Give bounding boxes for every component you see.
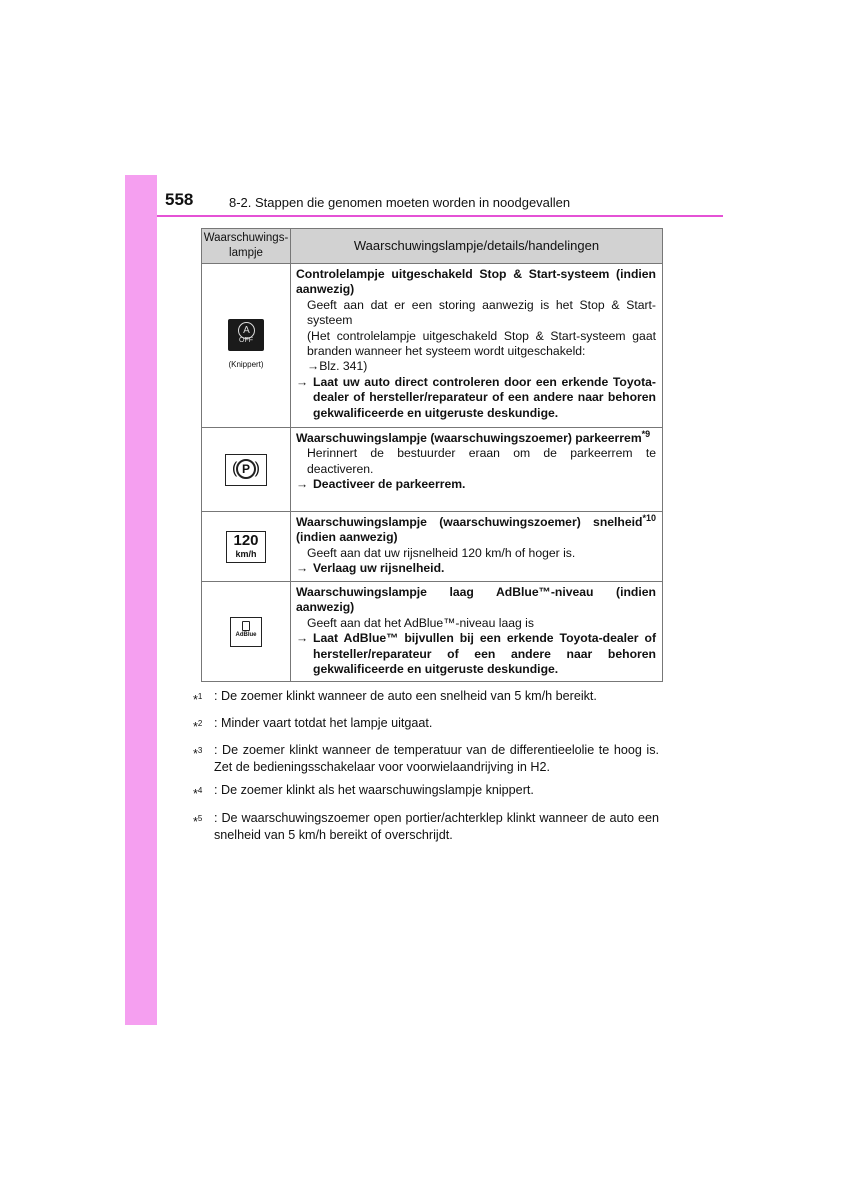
table-row bbox=[202, 512, 663, 582]
column-header-lamp: Waarschuwings-lampje bbox=[202, 229, 291, 264]
header-divider bbox=[157, 215, 723, 217]
row-action: → Deactiveer de parkeerrem. bbox=[296, 477, 466, 492]
stop-start-off-icon: A OFF bbox=[228, 319, 264, 351]
icon-cell bbox=[202, 582, 291, 682]
adblue-icon: AdBlue bbox=[230, 617, 262, 647]
row-title: Controlelampje uitgeschakeld Stop & Start-systeem (indien aanwezig) bbox=[296, 267, 656, 297]
arrow-right-icon: → bbox=[296, 477, 309, 492]
row-title: Waarschuwingslampje (waarschuwingszoemer) parkeerrem$^{*9}$ bbox=[296, 428, 651, 445]
arrow-right-icon: → bbox=[296, 631, 309, 646]
footnote: *$^2$ : Minder vaart totdat het lampje uitgaat. bbox=[193, 716, 433, 735]
description-cell bbox=[291, 264, 663, 428]
row-title: Waarschuwingslampje laag AdBlue™-niveau (indien aanwezig) bbox=[296, 585, 656, 615]
row-description-note: (Het controlelampje uitgeschakeld Stop & Start-systeem gaat branden wanneer het systeem wordt uitgeschakeld: bbox=[307, 328, 656, 359]
page-number: 558 bbox=[165, 190, 194, 209]
row-action: → Laat uw auto direct controleren door een erkende Toyota-dealer of hersteller/reparateur of een andere naar behoren gekwalificeerde en uitgeruste deskundige. bbox=[296, 374, 656, 420]
icon-cell bbox=[202, 264, 291, 428]
row-title: Waarschuwingslampje (waarschuwingszoemer) snelheid$^{*10}$ (indien aanwezig) bbox=[296, 512, 656, 545]
table-row bbox=[202, 264, 663, 428]
footnote: *$^3$ : De zoemer klinkt wanneer de temperatuur van de differentieelolie te hoog is. Zet de bedieningsschakelaar voor voorwielaandrijving in H2. bbox=[193, 743, 659, 775]
description-cell bbox=[291, 428, 663, 512]
footnote: *$^4$ : De zoemer klinkt als het waarschuwingslampje knippert. bbox=[193, 783, 534, 802]
table-row bbox=[202, 582, 663, 682]
speed-warning-icon: 120 km/h bbox=[226, 531, 266, 563]
column-header-details: Waarschuwingslampje/details/handelingen bbox=[291, 229, 663, 264]
icon-caption: (Knippert) bbox=[228, 360, 264, 369]
icon-cell bbox=[202, 512, 291, 582]
table-row bbox=[202, 428, 663, 512]
footnote: *$^5$ : De waarschuwingszoemer open portier/achterklep klinkt wanneer de auto een snelheid van 5 km/h bereikt of overschrijdt. bbox=[193, 810, 659, 842]
row-action: → Verlaag uw rijsnelheid. bbox=[296, 561, 445, 576]
description-cell bbox=[291, 582, 663, 682]
section-title: 8-2. Stappen die genomen moeten worden in noodgevallen bbox=[229, 195, 571, 210]
page-reference: →Blz. 341) bbox=[307, 359, 368, 374]
parking-brake-icon: ( P ) bbox=[225, 454, 267, 486]
arrow-right-icon: → bbox=[296, 374, 309, 389]
row-description: Herinnert de bestuurder eraan om de parkeerrem te deactiveren. bbox=[307, 446, 656, 476]
warning-lamp-table bbox=[201, 228, 663, 682]
footnotes bbox=[193, 688, 659, 850]
arrow-right-icon: → bbox=[296, 561, 309, 576]
icon-cell bbox=[202, 428, 291, 512]
row-description: Geeft aan dat het AdBlue™-niveau laag is bbox=[307, 615, 534, 630]
footnote: *$^1$ : De zoemer klinkt wanneer de auto een snelheid van 5 km/h bereikt. bbox=[193, 689, 597, 708]
row-description: Geeft aan dat er een storing aanwezig is het Stop & Start-systeem bbox=[307, 297, 656, 328]
description-cell bbox=[291, 512, 663, 582]
row-action: → Laat AdBlue™ bijvullen bij een erkende Toyota-dealer of hersteller/reparateur of een andere naar behoren gekwalificeerde en uitgeruste deskundige. bbox=[296, 631, 656, 677]
table-header-row bbox=[202, 229, 663, 264]
row-description: Geeft aan dat uw rijsnelheid 120 km/h of hoger is. bbox=[307, 545, 576, 560]
fuel-pump-icon bbox=[242, 621, 250, 631]
side-tab-bar bbox=[125, 175, 157, 1025]
